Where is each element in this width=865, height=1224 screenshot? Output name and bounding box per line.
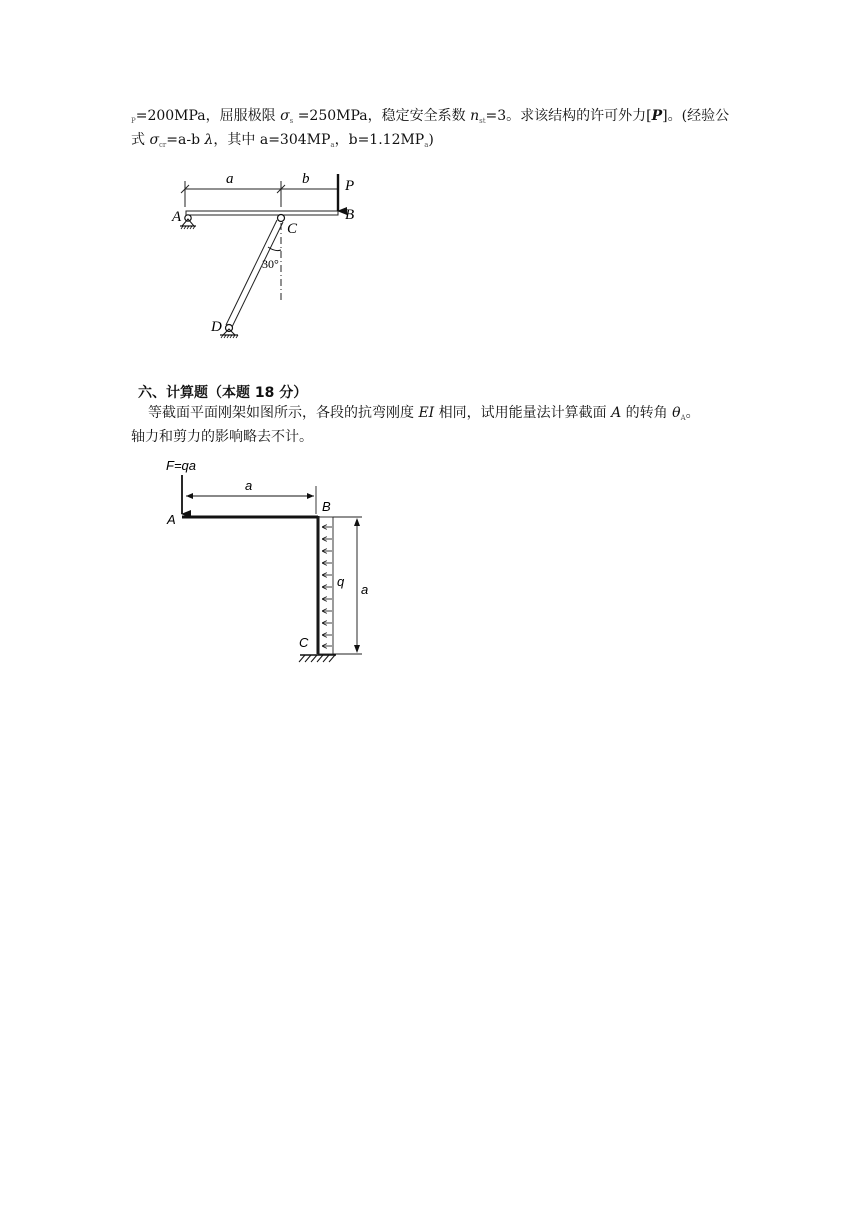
sigma-symbol: σ [149,132,160,148]
dim-arrow-up [354,518,360,526]
angle-label: 30° [262,257,279,271]
text-segment: =200MPa，屈服极限 [135,108,281,124]
label-b-point: B [322,499,331,514]
label-a-top: a [245,478,253,493]
label-d-point: D [211,319,222,335]
label-b-point: B [345,207,355,223]
text-segment: =3。求该结构的许可外力[ [485,108,652,124]
problem6-heading: 六、计算题（本题 18 分） [138,385,308,401]
sub-p: P [131,117,136,125]
text-segment: ，b=1.12MP [334,132,425,148]
sub-cr: cr [159,141,167,149]
label-a-point: A [167,512,176,527]
text-segment: 等截面平面刚架如图所示，各段的抗弯刚度 [148,405,419,421]
text-segment: ，其中 a=304MP [213,132,331,148]
ei-symbol: EI [418,405,435,421]
a-symbol: A [611,405,622,421]
p-symbol: P [651,108,663,124]
label-f-qa: F=qa [166,458,196,473]
theta-symbol: θ [672,405,681,421]
text-segment: 相同，试用能量法计算截面 [434,405,612,421]
sigma-symbol: σ [280,108,290,124]
dim-arrow-down [354,645,360,653]
label-a: a [226,171,234,187]
fixed-support-hatch [299,655,335,662]
label-q: q [337,574,345,589]
text-segment: =a-b [166,132,205,148]
label-b: b [302,171,310,187]
distributed-load-block [318,517,333,654]
distributed-load-arrows [322,527,332,646]
sub-st: st [479,117,486,125]
sub-a: A [680,414,686,422]
sub-a: a [330,141,335,149]
text-segment: ]。(经验公 [662,108,730,124]
n-symbol: n [470,108,480,124]
text-segment: 。 [685,405,700,421]
text-segment: 式 [131,132,150,148]
sub-a: a [424,141,429,149]
text-segment: ) [428,132,434,148]
text-segment: =250MPa，稳定安全系数 [293,108,471,124]
sub-s: s [289,117,294,125]
label-c-point: C [287,221,298,237]
problem6-text-line2: 轴力和剪力的影响略去不计。 [131,429,313,445]
label-a-point: A [172,209,182,225]
text-segment: 的转角 [621,405,673,421]
label-p: P [345,178,355,194]
lambda-symbol: λ [204,132,214,148]
label-c-point: C [299,635,309,650]
label-a-right: a [361,582,369,597]
